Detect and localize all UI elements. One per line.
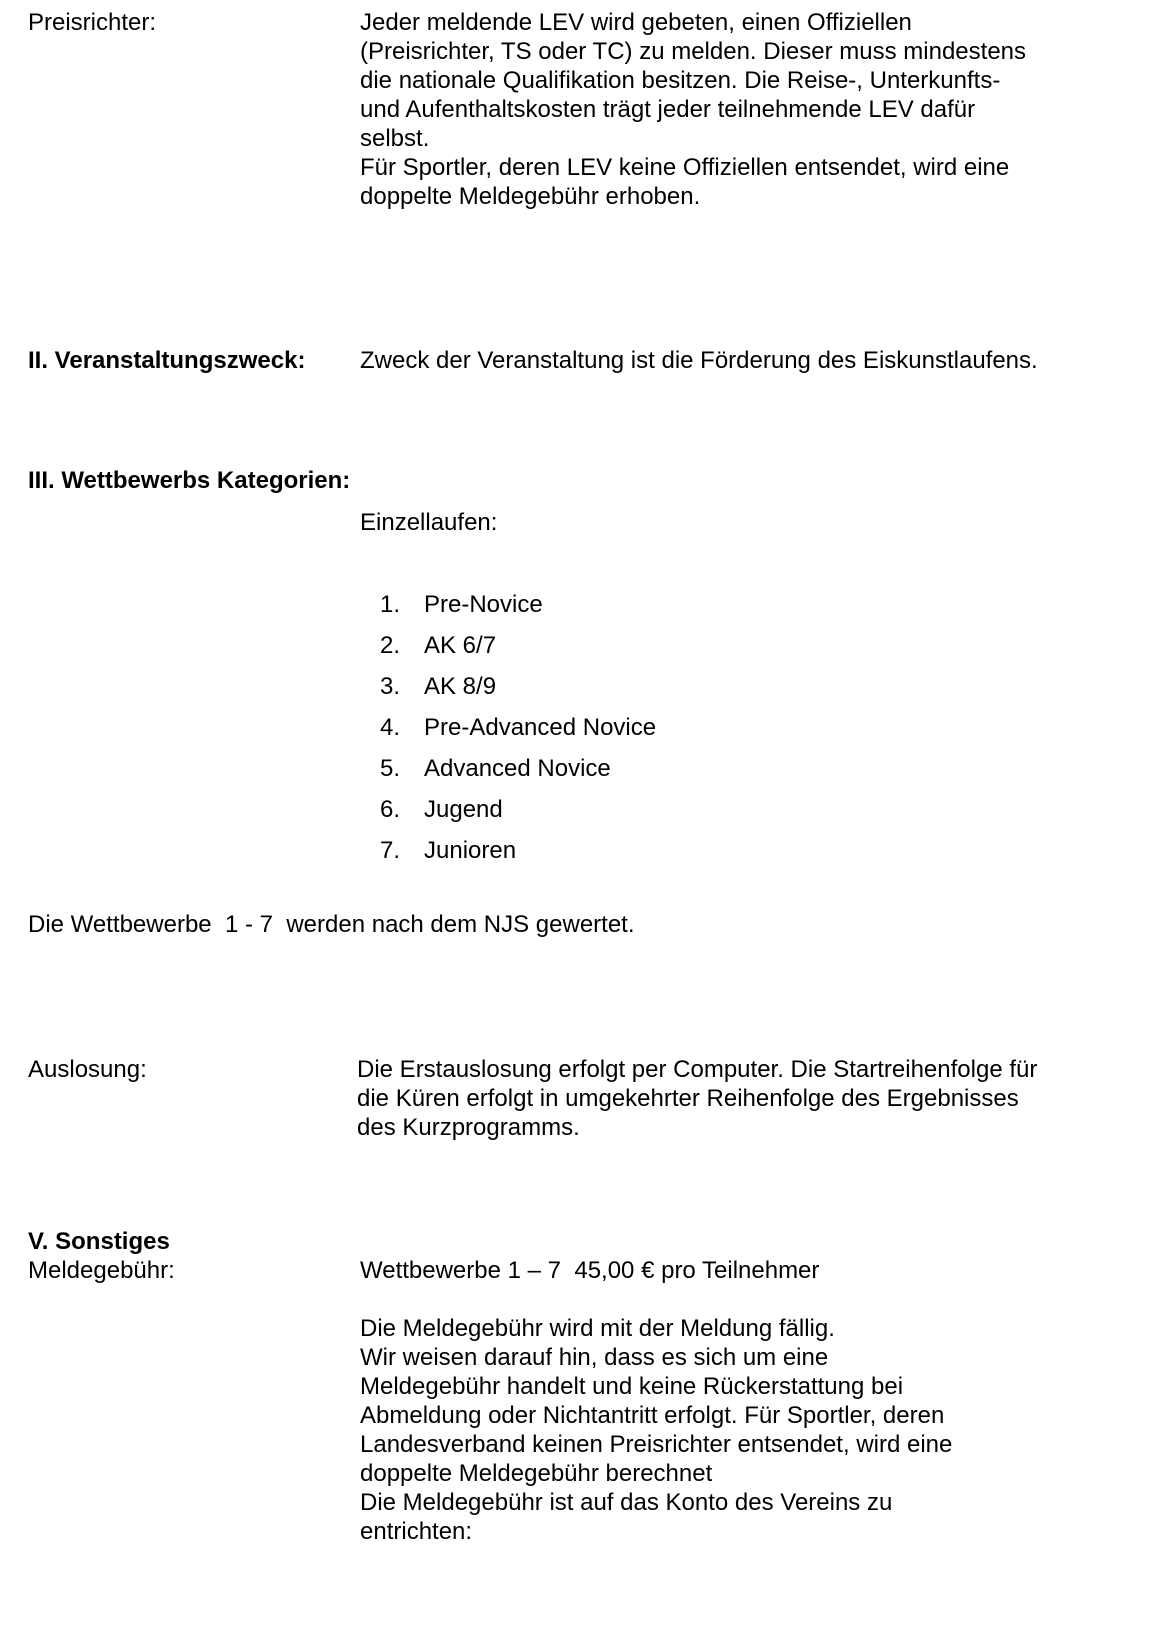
text-line: selbst. bbox=[360, 125, 430, 152]
list-item bbox=[360, 836, 516, 866]
text-line: Abmeldung oder Nichtantritt erfolgt. Für Sportler, deren bbox=[360, 1402, 945, 1429]
text-line: entrichten: bbox=[360, 1518, 473, 1545]
list-number: 2. bbox=[379, 632, 400, 659]
text-line: Jeder meldende LEV wird gebeten, einen Offiziellen bbox=[360, 9, 912, 36]
text-line: Die Meldegebühr wird mit der Meldung fällig. bbox=[360, 1315, 835, 1342]
list-label: Junioren bbox=[424, 837, 517, 864]
list-item bbox=[360, 713, 656, 743]
list-number: 7. bbox=[379, 837, 400, 864]
text-line: Für Sportler, deren LEV keine Offiziellen entsendet, wird eine bbox=[360, 154, 1010, 181]
list-number: 5. bbox=[379, 755, 400, 782]
list-label: AK 8/9 bbox=[424, 673, 497, 700]
kategorien-heading: III. Wettbewerbs Kategorien: bbox=[28, 467, 351, 494]
text-line: (Preisrichter, TS oder TC) zu melden. Dieser muss mindestens bbox=[360, 38, 1027, 65]
text-line: doppelte Meldegebühr erhoben. bbox=[360, 183, 701, 210]
list-label: Pre-Novice bbox=[424, 591, 543, 618]
list-label: Pre-Advanced Novice bbox=[424, 714, 657, 741]
kategorien-note: Die Wettbewerbe 1 - 7 werden nach dem NJS gewertet. bbox=[28, 911, 635, 938]
meldegebuehr-text bbox=[360, 1314, 1120, 1546]
text-line: des Kurzprogramms. bbox=[357, 1114, 580, 1141]
meldegebuehr-fee: Wettbewerbe 1 – 7 45,00 € pro Teilnehmer bbox=[360, 1257, 820, 1284]
meldegebuehr-label: Meldegebühr: bbox=[28, 1257, 175, 1284]
veranstaltungszweck-text: Zweck der Veranstaltung ist die Förderung des Eiskunstlaufens. bbox=[360, 347, 1038, 374]
text-line: Die Erstauslosung erfolgt per Computer. Die Startreihenfolge für bbox=[357, 1056, 1038, 1083]
list-item bbox=[360, 672, 496, 702]
list-number: 1. bbox=[379, 591, 400, 618]
text-line: und Aufenthaltskosten trägt jeder teilnehmende LEV dafür bbox=[360, 96, 976, 123]
auslosung-text bbox=[357, 1055, 1117, 1142]
text-line: Landesverband keinen Preisrichter entsendet, wird eine bbox=[360, 1431, 953, 1458]
text-line: die Küren erfolgt in umgekehrter Reihenfolge des Ergebnisses bbox=[357, 1085, 1019, 1112]
kategorien-subheading: Einzellaufen: bbox=[360, 509, 498, 536]
preisrichter-text bbox=[360, 8, 1120, 211]
list-item bbox=[360, 631, 496, 661]
list-item bbox=[360, 590, 543, 620]
sonstiges-heading: V. Sonstiges bbox=[28, 1228, 170, 1255]
text-line: doppelte Meldegebühr berechnet bbox=[360, 1460, 713, 1487]
veranstaltungszweck-heading: II. Veranstaltungszweck: bbox=[28, 347, 306, 374]
text-line: Meldegebühr handelt und keine Rückerstattung bei bbox=[360, 1373, 904, 1400]
list-number: 6. bbox=[379, 796, 400, 823]
preisrichter-label: Preisrichter: bbox=[28, 9, 157, 36]
text-line: Wir weisen darauf hin, dass es sich um eine bbox=[360, 1344, 829, 1371]
auslosung-label: Auslosung: bbox=[28, 1056, 147, 1083]
list-item bbox=[360, 795, 503, 825]
list-label: AK 6/7 bbox=[424, 632, 497, 659]
list-label: Advanced Novice bbox=[424, 755, 611, 782]
list-item bbox=[360, 754, 611, 784]
text-line: die nationale Qualifikation besitzen. Die Reise-, Unterkunfts- bbox=[360, 67, 1001, 94]
list-number: 4. bbox=[379, 714, 400, 741]
list-number: 3. bbox=[379, 673, 400, 700]
text-line: Die Meldegebühr ist auf das Konto des Vereins zu bbox=[360, 1489, 893, 1516]
list-label: Jugend bbox=[424, 796, 503, 823]
